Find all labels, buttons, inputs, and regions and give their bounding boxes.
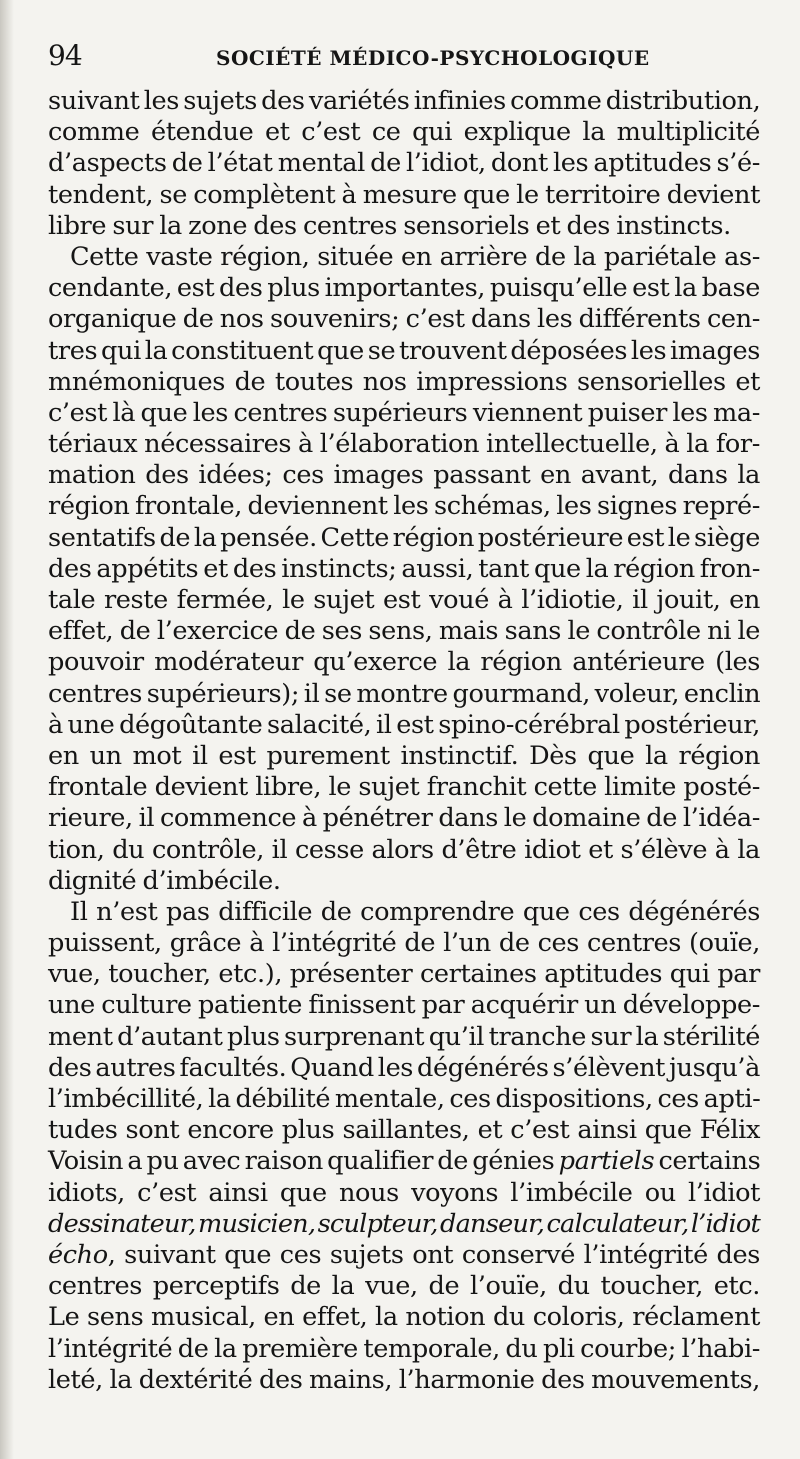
text-line: tres qui la constituent que se trouvent déposées les images — [48, 335, 760, 366]
text-line: cendante, est des plus importantes, puisqu’elle est la base — [48, 273, 760, 304]
text-line: leté, la dextérité des mains, l’harmonie des mouvements, — [48, 1364, 760, 1395]
text-line: des appétits et des instincts; aussi, tant que la région fron- — [48, 553, 760, 584]
running-title: SOCIÉTÉ MÉDICO-PSYCHOLOGIQUE — [216, 46, 650, 70]
text-line: suivant les sujets des variétés infinies comme distribution, — [48, 86, 761, 116]
text-line: c’est là que les centres supérieurs viennent puiser les ma- — [48, 397, 760, 428]
text-run: certains — [654, 1146, 761, 1177]
text-line: vue, toucher, etc.), présenter certaines aptitudes qui par — [48, 959, 760, 990]
text-line: comme étendue et c’est ce qui explique la multiplicité — [48, 117, 760, 148]
text-line: une culture patiente finissent par acquérir un développe- — [48, 990, 760, 1021]
italic-run: dessinateur, musicien, sculpteur, danseur, calculateur, l’idiot — [48, 1208, 760, 1239]
text-line-with-italic — [48, 1209, 760, 1240]
text-line-with-italic — [48, 1146, 760, 1177]
text-line: tendent, se complètent à mesure que le territoire devient — [48, 179, 760, 210]
text-line: libre sur la zone des centres sensoriels et des instincts. — [48, 210, 731, 241]
text-run: , suivant que ces sujets ont conservé l’intégrité des — [107, 1239, 760, 1270]
text-line: sentatifs de la pensée. Cette région postérieure est le siège — [48, 522, 760, 553]
text-line: l’intégrité de la première temporale, du pli courbe; l’habi- — [48, 1333, 760, 1364]
text-line: en un mot il est purement instinctif. Dès que la région — [48, 740, 760, 771]
text-line: à une dégoûtante salacité, il est spino-cérébral postérieur, — [48, 709, 760, 740]
text-line: région frontale, deviennent les schémas, les signes repré- — [48, 491, 760, 522]
paragraph-start-line: Il n’est pas difficile de comprendre que ces dégénérés — [70, 896, 760, 927]
text-line: mation des idées; ces images passant en avant, dans la — [48, 460, 760, 491]
page-number: 94 — [48, 39, 82, 72]
text-line: Le sens musical, en effet, la notion du coloris, réclament — [48, 1302, 760, 1333]
text-line: pouvoir modérateur qu’exerce la région antérieure (les — [48, 647, 760, 678]
text-line: tale reste fermée, le sujet est voué à l’idiotie, il jouit, en — [48, 585, 760, 615]
text-line: tion, du contrôle, il cesse alors d’être idiot et s’élève à la — [48, 834, 760, 865]
text-line: des autres facultés. Quand les dégénérés s’élèvent jusqu’à — [48, 1052, 760, 1083]
text-line: idiots, c’est ainsi que nous voyons l’imbécile ou l’idiot — [48, 1177, 760, 1208]
text-line: tériaux nécessaires à l’élaboration intellectuelle, à la for- — [48, 429, 760, 460]
text-line: l’imbécillité, la débilité mentale, ces dispositions, ces apti- — [48, 1084, 761, 1114]
text-line: frontale devient libre, le sujet franchit cette limite posté- — [48, 772, 760, 803]
text-run: Voisin a pu avec raison qualifier de génies — [48, 1146, 559, 1177]
text-line: effet, de l’exercice de ses sens, mais sans le contrôle ni le — [48, 616, 760, 647]
italic-run: partiels — [558, 1146, 655, 1177]
italic-run: écho — [48, 1239, 108, 1270]
text-line: dignité d’imbécile. — [48, 865, 281, 896]
text-line: d’aspects de l’état mental de l’idiot, dont les aptitudes s’é- — [48, 148, 760, 179]
text-line: tudes sont encore plus saillantes, et c’est ainsi que Félix — [48, 1115, 760, 1146]
text-line-with-italic — [48, 1240, 760, 1271]
text-line: centres perceptifs de la vue, de l’ouïe, du toucher, etc. — [48, 1271, 760, 1302]
paragraph-start-line: Cette vaste région, située en arrière de la pariétale as- — [70, 241, 760, 272]
body-text — [48, 86, 760, 1396]
text-line: puissent, grâce à l’intégrité de l’un de ces centres (ouïe, — [48, 928, 760, 959]
text-line: mnémoniques de toutes nos impressions sensorielles et — [48, 366, 760, 397]
page-gutter-shadow — [0, 0, 14, 1459]
text-line: centres supérieurs); il se montre gourmand, voleur, enclin — [48, 678, 761, 709]
text-line: rieure, il commence à pénétrer dans le domaine de l’idéa- — [48, 803, 760, 834]
text-line: ment d’autant plus surprenant qu’il tranche sur la stérilité — [48, 1021, 760, 1052]
text-line: organique de nos souvenirs; c’est dans les différents cen- — [48, 304, 760, 335]
running-header — [48, 38, 760, 78]
